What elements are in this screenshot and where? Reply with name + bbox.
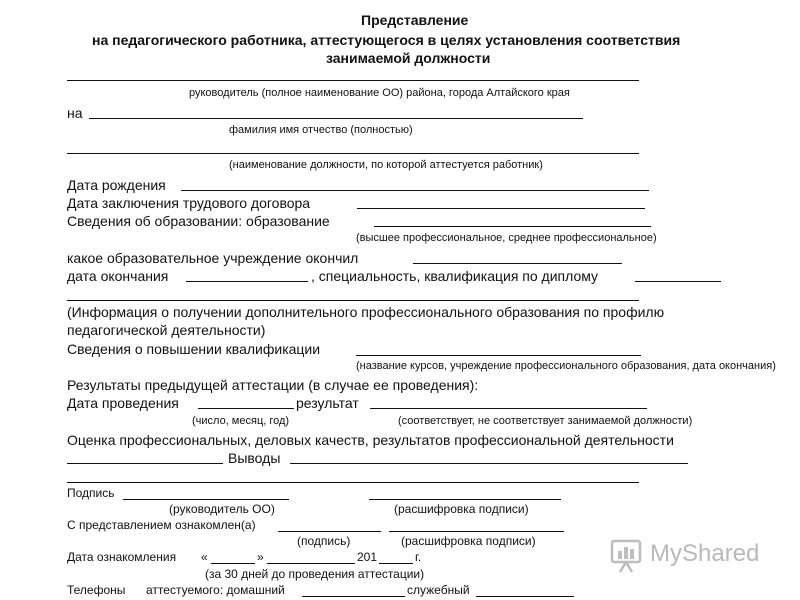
watermark	[608, 536, 778, 576]
year-suffix: г.	[415, 550, 422, 564]
qualification-line	[356, 355, 641, 356]
phones-home-line	[302, 596, 405, 597]
result-caption: (соответствует, не соответствует занимаемой должности)	[398, 415, 693, 427]
conclusions-label: Выводы	[228, 450, 281, 466]
familiar-date-label: Дата ознакомления	[67, 550, 177, 564]
result-line	[370, 408, 647, 409]
to-label: на	[67, 105, 83, 121]
signature-label: Подпись	[67, 486, 115, 500]
specialty-line-2	[67, 300, 639, 301]
familiar-sign-line	[278, 531, 381, 532]
position-caption: (наименование должности, по которой аттестуется работник)	[229, 159, 543, 171]
institution-label: какое образовательное учреждение окончил	[67, 250, 359, 266]
familiar-label: С представлением ознакомлен(а)	[67, 518, 256, 532]
held-date-label: Дата проведения	[67, 395, 179, 411]
form-subtitle-line1: на педагогического работника, аттестующегося в целях установления соответствия	[92, 32, 681, 48]
form-subtitle-line2: занимаемой должности	[326, 50, 491, 66]
result-label: результат	[296, 395, 359, 411]
year-line	[379, 563, 413, 564]
specialty-line	[635, 281, 721, 282]
fio-line	[89, 118, 583, 119]
days-caption: (за 30 дней до проведения аттестации)	[205, 567, 425, 581]
graduation-label: дата окончания	[67, 268, 169, 284]
additional-education-line1: (Информация о получении дополнительного профессионального образования по профилю	[67, 304, 665, 320]
position-line	[67, 153, 639, 154]
held-date-line	[198, 408, 294, 409]
familiar-decode-line	[389, 531, 564, 532]
education-label: Сведения об образовании: образование	[67, 213, 330, 229]
additional-education-line2: педагогической деятельности)	[67, 322, 266, 338]
sign-caption: (подпись)	[297, 534, 351, 548]
education-line	[374, 226, 651, 227]
quote-close: »	[257, 550, 264, 564]
phones-home-label: аттестуемого: домашний	[146, 583, 285, 597]
signature-line	[123, 499, 289, 500]
phones-work-line	[476, 596, 574, 597]
form-title: Представление	[361, 12, 469, 28]
phones-label: Телефоны	[67, 583, 126, 597]
birth-line	[181, 190, 649, 191]
year-text: 201	[357, 550, 378, 564]
birth-label: Дата рождения	[67, 177, 166, 193]
qualification-caption: (название курсов, учреждение профессионального образования, дата окончания)	[356, 360, 776, 372]
decode-caption-2: (расшифровка подписи)	[401, 534, 536, 548]
assessment-label: Оценка профессиональных, деловых качеств, результатов профессиональной деятельности	[67, 432, 674, 448]
head-name-line	[67, 80, 639, 81]
graduation-line	[186, 281, 308, 282]
quote-open: «	[201, 550, 208, 564]
presentation-board-icon	[608, 538, 644, 574]
fio-caption: фамилия имя отчество (полностью)	[229, 124, 413, 136]
phones-work-label: служебный	[407, 583, 470, 597]
head-caption: руководитель (полное наименование ОО) района, города Алтайского края	[189, 87, 570, 99]
contract-label: Дата заключения трудового договора	[67, 195, 311, 211]
month-line	[267, 563, 355, 564]
head-sign-caption: (руководитель ОО)	[169, 502, 275, 516]
contract-line	[357, 208, 645, 209]
watermark-text: MyShared	[650, 540, 760, 567]
education-caption: (высшее профессиональное, среднее профессиональное)	[356, 232, 657, 244]
conclusions-line-2	[67, 482, 639, 483]
conclusions-line	[290, 463, 688, 464]
date-caption: (число, месяц, год)	[192, 415, 290, 427]
assessment-line	[67, 463, 223, 464]
qualification-label: Сведения о повышении квалификации	[67, 341, 321, 357]
institution-line	[413, 263, 622, 264]
day-line	[211, 563, 255, 564]
specialty-label: , специальность, квалификация по диплому	[311, 268, 599, 284]
previous-attestation-label: Результаты предыдущей аттестации (в случае ее проведения):	[67, 377, 479, 393]
decode-caption: (расшифровка подписи)	[394, 502, 529, 516]
signature-decode-line	[369, 499, 561, 500]
